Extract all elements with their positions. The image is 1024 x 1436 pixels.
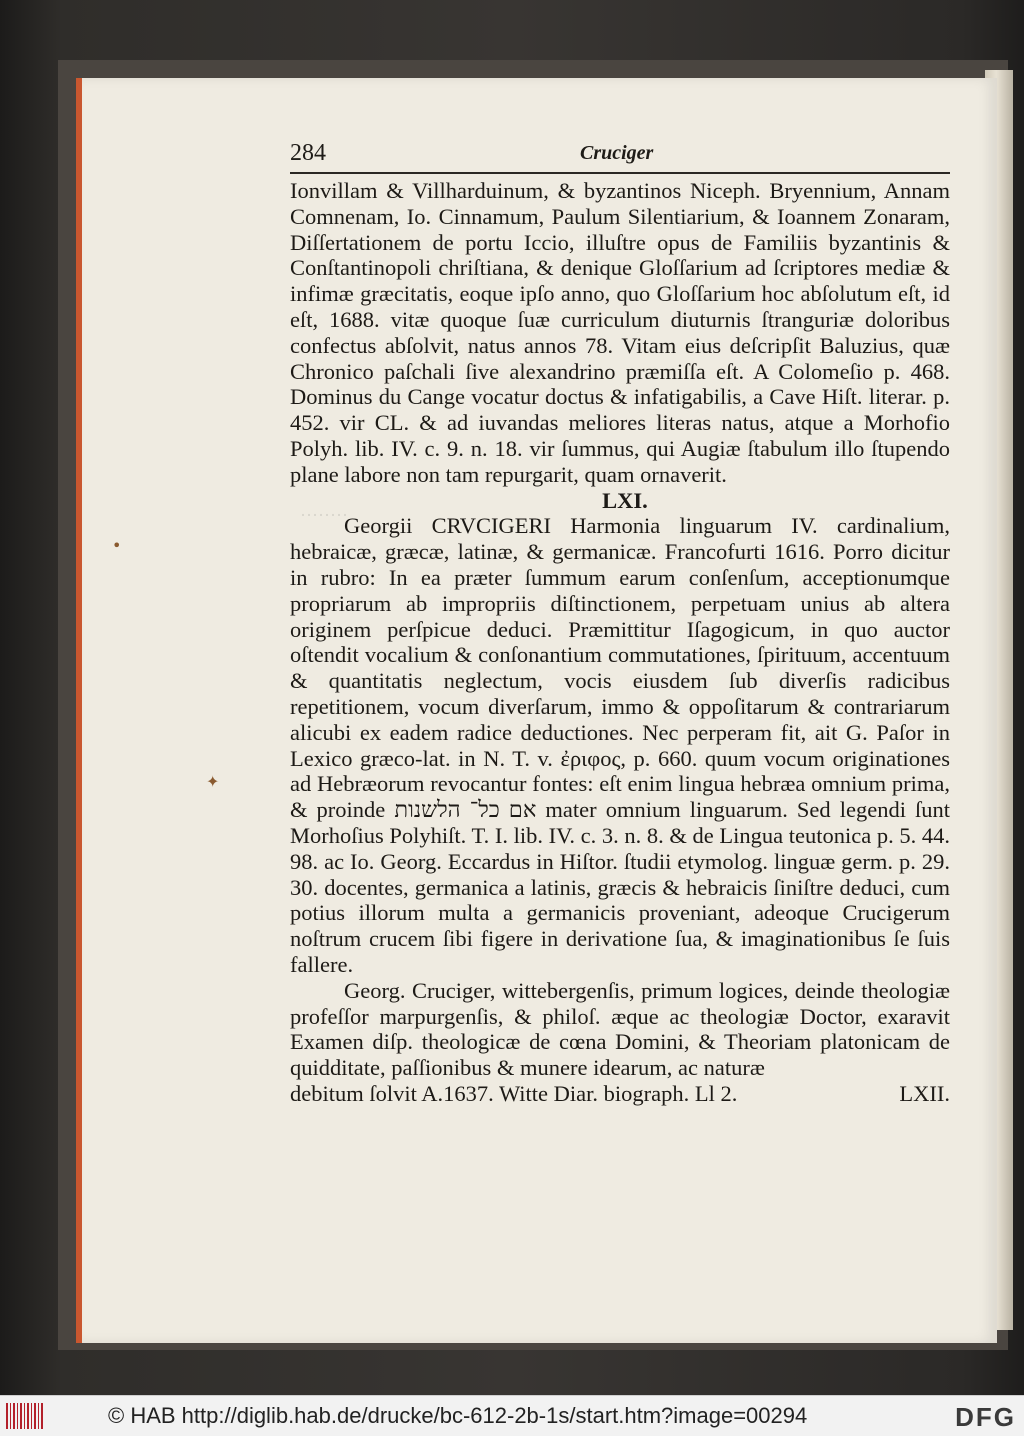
paragraph: Ionvillam & Villharduinum, & byzantinos Niceph. Bryennium, Annam Comnenam, Io. Cinnamum, Paulum Silentiarium, & Ioannem Zonaram, Diſſertationem de portu Iccio, illuſtre opus de Familiis byzantinis & Conſtantinopoli chriſtiana, & denique Gloſſarium ad ſcriptores mediæ & infimæ græcitatis, eoque ipſo anno, quo Gloſſarium hoc abſolutum eſt, id eſt, 1688. vitæ quoque ſuæ curriculum diuturnis ſtranguriæ doloribus confectus abſolvit, natus annos 78. Vitam eius deſcripſit Baluzius, quæ Chronico paſchali ſive alexandrino præmiſſa eſt. A Colomeſio p. 468. Dominus du Cange vocatur doctus & infatigabilis, a Cave Hiſt. literar. p. 452. vir CL. & ad iuvandas meliores literas natus, atque a Morhofio Polyh. lib. IV. c. 9. n. 18. vir ſummus, qui Augiæ ſtabulum illo ſtupendo plane labore non tam repurgarit, quam ornaverit. [290,178,950,487]
page-number: 284 [290,140,326,166]
paragraph: Georg. Cruciger, wittebergenſis, primum logices, deinde theologiæ profeſſor marpurgenſis, & philoſ. æque ac theologiæ Doctor, exaravit Examen diſp. theologicæ de cœna Domini, & Theoriam platonicam de quidditate, paſſionibus & munere idearum, ac naturæ [290,977,950,1081]
margin-mark: • [112,536,122,555]
page-header [290,140,950,174]
last-line-text: debitum ſolvit A.1637. Witte Diar. biograph. Ll 2. [290,1080,738,1106]
margin-mark: ✦ [206,772,220,791]
running-head: Cruciger [580,142,654,164]
barcode-icon [6,1403,44,1429]
dfg-logo: DFG [955,1402,1016,1432]
catchword: LXII. [899,1080,950,1106]
bleed-through-decoration: ········ [300,505,348,525]
copyright-link[interactable]: © HAB http://diglib.hab.de/drucke/bc-612-2b-1s/start.htm?image=00294 [108,1403,808,1428]
paragraph: Georgii CRVCIGERI Harmonia linguarum IV. cardinalium, hebraicæ, græcæ, latinæ, & germanicæ. Francofurti 1616. Porro dicitur in rubro: In ea præter ſummum earum conſenſum, acceptionumque propriarum ab impropriis diſtinctionem, perpetuam unius ab altera originem perſpicue deduci. Præmittitur Iſagogicum, in quo auctor oſtendit vocalium & conſonantium commutationes, ſpirituum, accentuum & quantitatis neglectum, vocis eiusdem ſub diverſis radicibus repetitionem, vocum diverſarum, immo & oppoſitarum & contrariarum alicubi ex eadem radice deductiones. Nec perperam fit, ait G. Paſor in Lexico græco-lat. in N. T. v. ἐριφος, p. 660. quum vocum originationes ad Hebræorum revocantur fontes: eſt enim lingua hebræa omnium prima, & proinde אם כל־ הלשנות mater omnium linguarum. Sed legendi ſunt Morhoſius Polyhiſt. T. I. lib. IV. c. 3. n. 8. & de Lingua teutonica p. 5. 44. 98. ac Io. Georg. Eccardus in Hiſtor. ſtudii etymolog. linguæ germ. p. 29. 30. docentes, germanica a latinis, græcis & hebraicis ſiniſtre deduci, cum potius illorum multa a germanicis proveniant, adeoque Crucigerum noſtrum crucem ſibi figere in derivatione ſua, & imaginationibus ſe ſuis fallere. [290,513,951,977]
section-number: LXI. [602,487,648,513]
page-body [290,178,950,1107]
viewer-footer [0,1395,1024,1436]
last-line [290,1081,950,1107]
